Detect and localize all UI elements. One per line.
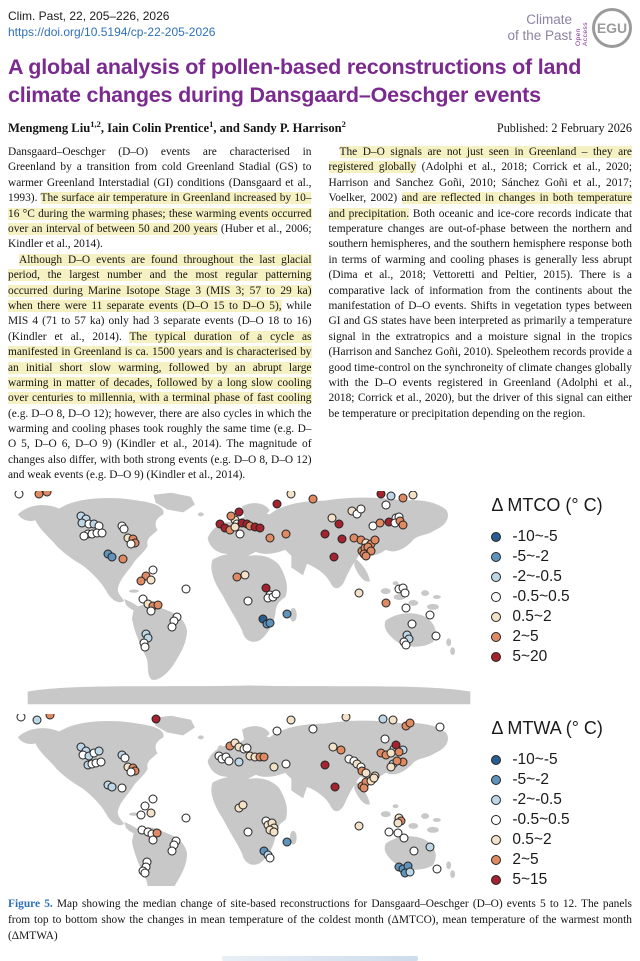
site-dot (359, 784, 368, 793)
body-columns (8, 145, 632, 484)
text-segment: (e.g. D–O 8, D–O 12); however, there are also cycles in which the warming and cooling phases took roughly the same time (e.g. D–O 5, D–O 6, D–O 9) (Kindler et al., 2014). The magnitude of changes also differ, with both strong events (e.g. D–O 8, D–O 12) and weak events (e.g. D–O 9) (Kindler et al., 2014). (8, 407, 312, 482)
legend-label: 0.5~2 (512, 608, 552, 626)
legend-item (491, 628, 632, 647)
world-map (8, 714, 485, 886)
site-dot (425, 843, 434, 852)
legend-label: -5~-2 (512, 771, 549, 789)
site-dot (335, 519, 344, 528)
column-left (8, 145, 312, 484)
site-dot (330, 782, 339, 791)
legend-label: 2~5 (512, 628, 539, 646)
highlighted-text: The typical duration of a cycle as manifested in Greenland is ca. 1500 years and is characterised by an initial short slow warming, followed by an abrupt large warming in matter of decades, followed by a long slow cooling over centuries to millennia, with a terminal phase of fast cooling (8, 330, 312, 405)
site-dot (354, 588, 363, 597)
site-dot (120, 754, 129, 763)
author-name: , and Sandy P. Harrison (213, 121, 342, 136)
site-dot (151, 714, 160, 723)
site-dot (266, 618, 275, 627)
legend-item (491, 751, 632, 770)
site-dot (388, 715, 397, 724)
figure-5 (8, 491, 632, 961)
site-dot (432, 865, 441, 874)
site-dot (272, 499, 281, 508)
author-name: , Iain Colin Prentice (100, 121, 210, 136)
citation-block (8, 8, 215, 40)
legend-dot-icon (491, 795, 501, 805)
site-dot (425, 610, 434, 619)
site-dot (119, 524, 128, 533)
site-dot (149, 836, 158, 845)
legend-label: 5~20 (512, 648, 548, 666)
site-dot (167, 847, 176, 856)
legend-item (491, 811, 632, 830)
open-access-label: Open Access (575, 22, 589, 46)
legend-item (491, 771, 632, 790)
site-dot (167, 622, 176, 631)
site-dot (379, 714, 388, 723)
site-dot (354, 821, 363, 830)
journal-name-line2: of the Past (507, 27, 572, 43)
legend-dot-icon (491, 855, 501, 865)
legend-title-mtwa: Δ MTWA (° C) (491, 717, 603, 738)
legend-dot-icon (491, 572, 501, 582)
journal-brand (507, 8, 632, 48)
legend-label: -0.5~0.5 (512, 588, 570, 606)
legend-label: -2~-0.5 (512, 791, 562, 809)
legend-item (491, 528, 632, 547)
column-right (329, 145, 633, 484)
site-dot (281, 760, 290, 769)
legend-item (491, 648, 632, 667)
site-dot (243, 596, 252, 605)
figure-caption-text: Map showing the median change of site-based reconstructions for Dansgaard–Oeschger (D–O) events 5 to 12. The panels from top to bottom show the changes in mean temperature of the coldest month (ΔMTCO), mean temperature of the warmest month (ΔMTWA) (8, 897, 632, 942)
legend-label: 5~15 (512, 871, 548, 889)
site-dot (406, 718, 415, 727)
site-dot (147, 575, 156, 584)
highlighted-text: The D–O signals are not just seen in Greenland – they are registered globally (328, 146, 632, 174)
text-segment: (Huber et al., 2006; Kindler et al., 2014). (8, 223, 312, 251)
site-dot (401, 640, 410, 649)
site-dot (140, 642, 149, 651)
site-dot (238, 800, 247, 809)
site-dot (147, 606, 156, 615)
legend-label: -0.5~0.5 (512, 811, 570, 829)
site-dot (321, 529, 330, 538)
published-date: Published: 2 February 2026 (496, 121, 632, 136)
legend-dot-icon (491, 592, 501, 602)
site-dot (286, 715, 295, 724)
legend-0 (485, 491, 632, 706)
legend-dot-icon (491, 632, 501, 642)
site-dot (108, 552, 117, 561)
site-dot (119, 554, 128, 563)
site-dot (282, 838, 291, 847)
figure-caption-label: Figure 5. (8, 897, 53, 910)
bottom-partial-bar (222, 956, 418, 961)
highlighted-text: and are reflected in changes in both temperature and precipitation. (328, 192, 632, 220)
site-dot (147, 808, 156, 817)
site-dot (182, 813, 191, 822)
site-dot (97, 528, 106, 537)
legend-items-mtwa (491, 751, 632, 890)
site-dot (400, 588, 409, 597)
legend-item (491, 608, 632, 627)
legend-dot-icon (491, 612, 501, 622)
site-dot (255, 523, 264, 532)
site-dot (337, 746, 346, 755)
legend-label: 2~5 (512, 851, 539, 869)
site-dot (140, 869, 149, 878)
site-dot (225, 757, 234, 766)
byline (8, 119, 632, 136)
highlighted-text: Although D–O events are found throughout the last glacial period, the largest number and the most regular patterning occurred during Marine Isotope Stage 3 (MIS 3; 57 to 29 ka) when there were 11 separate events (D–O 15 to D–O 5), (8, 253, 312, 312)
site-dot (338, 534, 347, 543)
author-affiliation-sup: 2 (341, 118, 346, 129)
site-dot (329, 552, 338, 561)
author-affiliation-sup: 1,2 (90, 118, 101, 129)
legend-items-mtco (491, 528, 632, 667)
site-dot (231, 522, 240, 531)
site-dot (243, 827, 252, 836)
site-dot (269, 827, 278, 836)
site-dot (235, 758, 244, 767)
legend-label: -5~-2 (512, 548, 549, 566)
figure-caption (8, 897, 632, 945)
legend-dot-icon (491, 532, 501, 542)
authors-line (8, 119, 346, 136)
text-segment: Dansgaard–Oeschger (D–O) events are characterised in Greenland by a transition from cold Greenland Stadial (GS) to warmer Greenland Interstadial (GI) conditions (Dansgaard et al., 1993). (8, 146, 312, 205)
site-dot (409, 491, 418, 500)
site-dot (386, 491, 395, 500)
text-segment: (Adolphi et al., 2018; Corrick et al., 2020; Harrison and Sanchez Goñi, 2010; Sánchez Goñi et al., 2017; Voelker, 2002) (328, 161, 632, 205)
legend-item (491, 568, 632, 587)
journal-name-line1: Climate (526, 12, 572, 27)
site-dot (94, 747, 103, 756)
site-dot (266, 854, 275, 863)
site-dot (309, 494, 318, 503)
site-dot (235, 507, 244, 516)
legend-dot-icon (491, 875, 501, 885)
legend-label: -10~-5 (512, 528, 558, 546)
site-dot (182, 584, 191, 593)
site-dot (260, 753, 269, 762)
site-dot (376, 518, 385, 527)
author-affiliation-sup: 1 (209, 118, 214, 129)
site-dot (410, 847, 419, 856)
legend-item (491, 588, 632, 607)
text-segment: Both oceanic and ice-core records indicate that temperature changes are out-of-phase between the northern and southern hemispheres, and the southern hemisphere response both in terms of warming and cooling phases is generally less abrupt (Dima et al., 2018; Vettoretti and Peltier, 2015). There is a comparative lack of information from the continents about the manifestation of D–O events. Shifts in vegetation types between GI and GS states have been interpreted as primarily a temperature signal in the extratropics and a moisture signal in the tropics (Harrison and Sanchez Goñi, 2010). Speleothem records provide a good time-control on the synchroneity of climate changes globally with the D–O events registered in Greenland (Adolphi et al., 2018; Corrick et al., 2020), but the driver of this signal can either be temperature or precipitation depending on the region. (328, 207, 632, 420)
site-dot (309, 724, 318, 733)
site-dot (398, 520, 407, 529)
site-dot (382, 598, 391, 607)
site-dot (321, 761, 330, 770)
legend-dot-icon (491, 652, 501, 662)
journal-name (507, 12, 572, 43)
site-dot (118, 784, 127, 793)
legend-title-mtco: Δ MTCO (° C) (491, 494, 603, 515)
doi-link[interactable]: https://doi.org/10.5194/cp-22-205-2026 (8, 25, 216, 40)
site-dot (33, 715, 42, 724)
legend-dot-icon (491, 775, 501, 785)
legend-item (491, 871, 632, 890)
legend-1 (485, 714, 632, 890)
site-dot (392, 757, 401, 766)
legend-item (491, 831, 632, 850)
site-dot (435, 722, 444, 731)
map-panel-mtwa (8, 714, 485, 886)
site-dot (266, 533, 275, 542)
site-dot (406, 867, 415, 876)
legend-dot-icon (491, 552, 501, 562)
site-dot (356, 504, 365, 513)
site-dot (281, 529, 290, 538)
site-dot (79, 531, 88, 540)
citation-text: Clim. Past, 22, 205–226, 2026 (8, 9, 170, 23)
author-name: Mengmeng Liu (8, 121, 91, 136)
legend-label: 0.5~2 (512, 831, 552, 849)
site-dot (108, 782, 117, 791)
site-dot (399, 834, 408, 843)
site-dot (272, 726, 281, 735)
highlighted-text: The surface air temperature in Greenland increased by 10–16 °C during the warming phases; these warming events occurred over an interval of between 50 and 200 years (8, 192, 312, 236)
paragraph (8, 253, 312, 484)
map-row-mtco (8, 491, 632, 706)
legend-item (491, 791, 632, 810)
paragraph (8, 145, 312, 253)
site-dot (401, 603, 410, 612)
site-dot (269, 763, 278, 772)
site-dot (370, 774, 379, 783)
journal-header (8, 8, 632, 50)
site-dot (126, 768, 135, 777)
legend-label: -2~-0.5 (512, 568, 562, 586)
site-dot (408, 619, 417, 628)
page-title: A global analysis of pollen-based reconstructions of land climate changes during Dansgaard–Oeschger events (8, 55, 582, 107)
map-row-mtwa (8, 714, 632, 890)
text-segment: while MIS 4 (71 to 57 ka) only had 3 separate events (D–O 18 to 16) (Kindler et al., 2014). (8, 299, 312, 343)
legend-item (491, 548, 632, 567)
site-dot (136, 576, 145, 585)
site-dot (136, 810, 145, 819)
site-dot (96, 758, 105, 767)
map-panel-mtco (8, 491, 485, 706)
site-dot (382, 500, 391, 509)
site-dot (381, 734, 390, 743)
site-dot (431, 631, 440, 640)
legend-item (491, 851, 632, 870)
legend-dot-icon (491, 835, 501, 845)
site-dot (271, 589, 280, 598)
site-dot (126, 539, 135, 548)
egu-logo-icon: EGU (592, 8, 632, 48)
legend-dot-icon (491, 815, 501, 825)
site-dot (393, 818, 402, 827)
paragraph (329, 145, 633, 422)
site-dot (395, 748, 404, 757)
legend-dot-icon (491, 755, 501, 765)
site-dot (149, 794, 158, 803)
legend-label: -10~-5 (512, 751, 558, 769)
site-dot (398, 493, 407, 502)
site-dot (240, 570, 249, 579)
site-dot (282, 609, 291, 618)
site-dot (362, 551, 371, 560)
